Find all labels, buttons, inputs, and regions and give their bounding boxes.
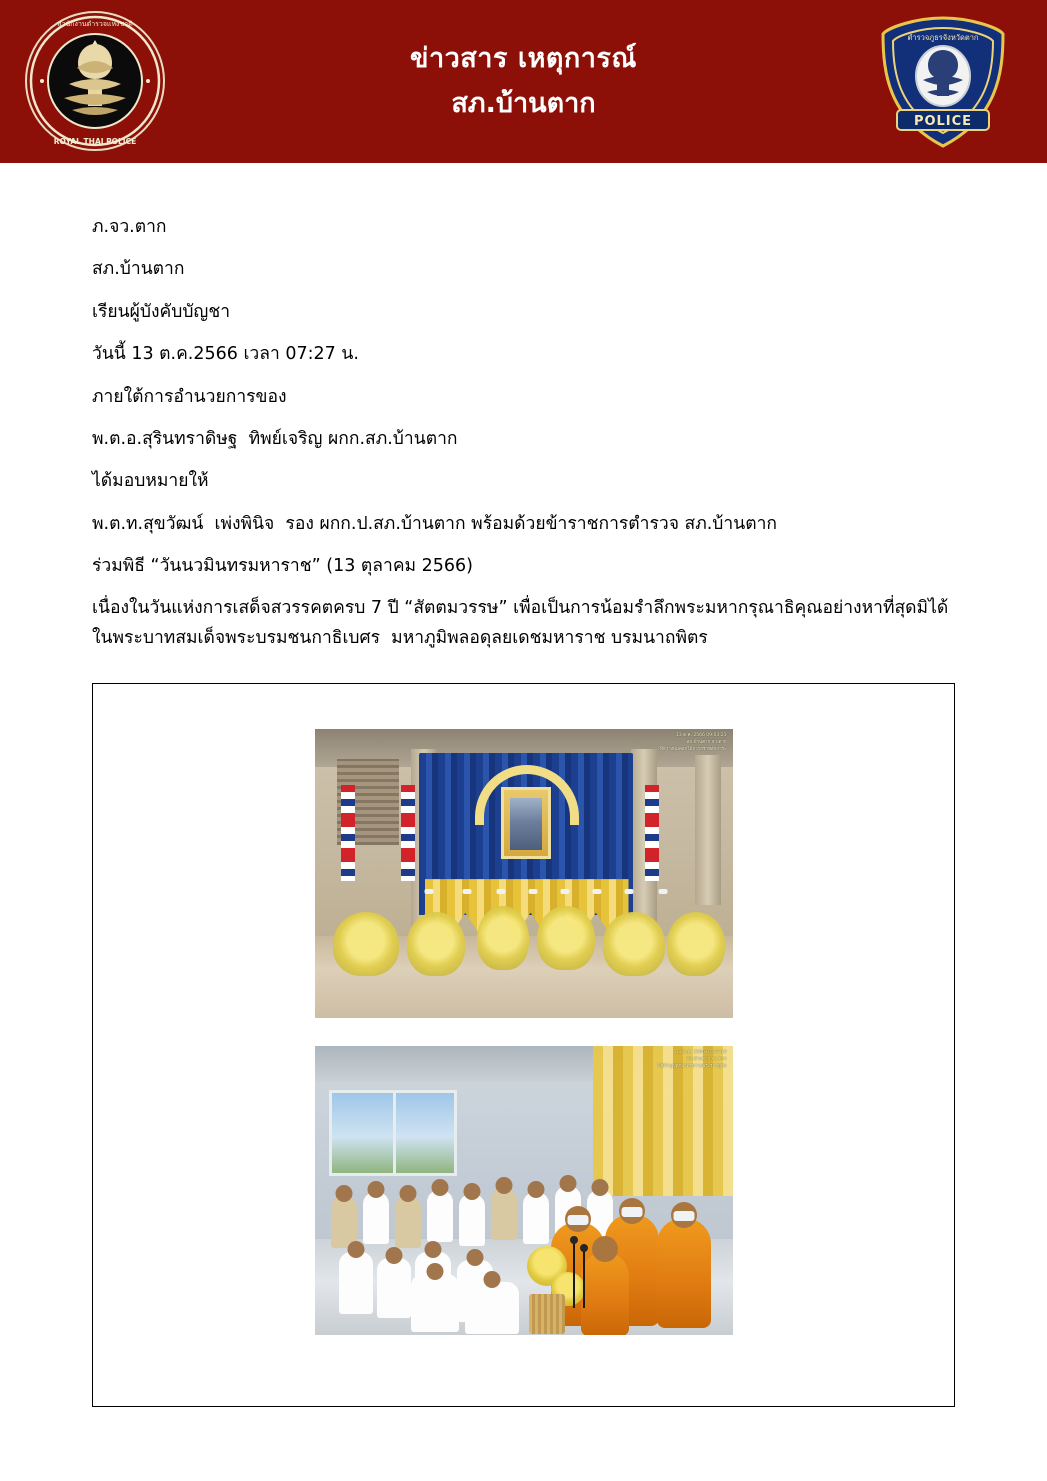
header-title-block [410, 41, 637, 122]
svg-text:ROYAL THAI POLICE: ROYAL THAI POLICE [53, 137, 137, 146]
photo-stamp-line2: สภ.บ้านตาก จว.ตาก [686, 739, 727, 745]
royal-thai-police-emblem [24, 10, 166, 152]
header-title-line1: ข่าวสาร เหตุการณ์ [410, 43, 637, 75]
report-line: สภ.บ้านตาก [92, 259, 185, 280]
header-title-line2: สภ.บ้านตาก [451, 87, 596, 119]
tak-provincial-police-badge [875, 14, 1011, 150]
report-line: วันนี้ 13 ต.ค.2566 เวลา 07:27 น. [92, 344, 359, 365]
svg-text:ตำรวจภูธรจังหวัดตาก: ตำรวจภูธรจังหวัดตาก [907, 33, 979, 42]
photo-list [93, 684, 954, 1335]
report-line: ร่วมพิธี “วันนวมินทรมหาราช” (13 ตุลาคม 2566) [92, 556, 473, 576]
monks-alms-ceremony-photo [315, 1046, 733, 1335]
photo-stamp-line1: 13 ต.ค. 2566 07:27:10 [676, 1050, 727, 1056]
svg-text:สำนักงานตำรวจแห่งชาติ: สำนักงานตำรวจแห่งชาติ [57, 20, 133, 28]
report-line: พ.ต.อ.สุรินทราดิษฐ ทิพย์เจริญ ผกก.สภ.บ้านตาก [92, 428, 458, 449]
report-line: ภ.จว.ตาก [92, 217, 167, 237]
report-line: ได้มอบหมายให้ [92, 471, 209, 492]
photo-stamp-line1: 13 ต.ค. 2566 09:03:21 [676, 733, 727, 739]
report-paragraph-line2: ในพระบาทสมเด็จพระบรมชนกาธิเบศร มหาภูมิพลอดุลยเดชมหาราช บรมนาถพิตร [92, 627, 708, 648]
photo-stamp-line2: สภ.บ้านตาก จว.ตาก [686, 1056, 727, 1062]
report-line: ภายใต้การอำนวยการของ [92, 386, 287, 407]
page-header [0, 0, 1047, 163]
report-body [0, 163, 1047, 651]
ceremony-hall-officers-photo [315, 729, 733, 1018]
report-line: เรียนผู้บังคับบัญชา [92, 301, 231, 322]
report-line: พ.ต.ท.สุขวัฒน์ เพ่งพินิจ รอง ผกก.ป.สภ.บ้านตาก พร้อมด้วยข้าราชการตำรวจ สภ.บ้านตาก [92, 513, 777, 534]
photo-timestamp-overlay [660, 733, 726, 753]
report-paragraph-line1: เนื่องในวันแห่งการเสด็จสวรรคตครบ 7 ปี “สัตตมวรรษ” เพื่อเป็นการน้อมรำลึกพระมหากรุณาธิคุณอย่างหาที่สุดมิได้ [92, 598, 949, 619]
photo-timestamp-overlay [658, 1050, 727, 1070]
photo-frame [92, 683, 955, 1407]
photo-stamp-line3: พิธีวางพุ่มดอกไม้ถวายราชสักการะ [660, 746, 727, 752]
svg-text:POLICE: POLICE [913, 114, 973, 129]
photo-stamp-line3: พิธีทำบุญตักบาตรถวายพระราชกุศล [657, 1063, 727, 1069]
